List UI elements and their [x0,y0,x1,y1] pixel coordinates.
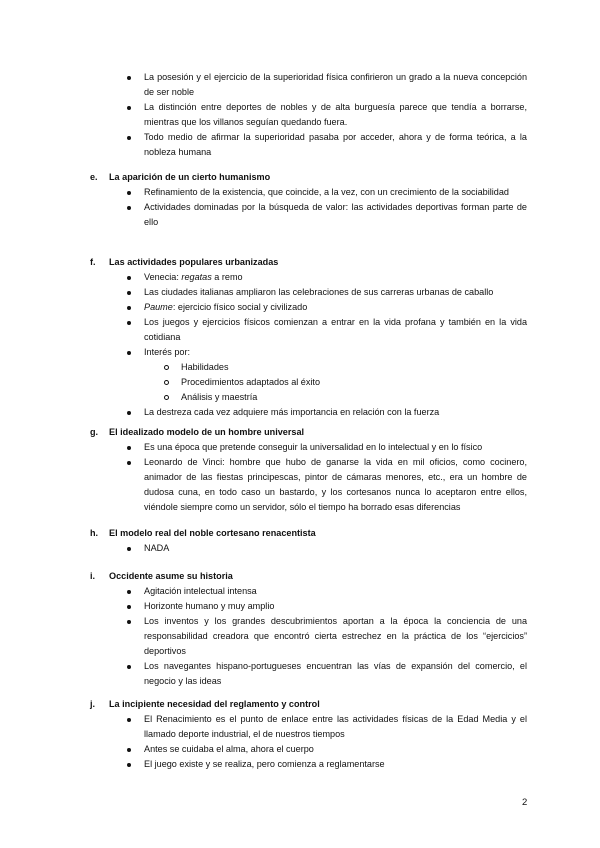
item-emphasis: regatas [181,272,212,282]
item-text: Venecia: [144,272,182,282]
section-letter: i. [90,571,96,581]
intro-bullet-list [127,70,527,160]
item-emphasis: Paume [144,302,173,312]
list-item: Leonardo de Vinci: hombre que hubo de ganarse la vida en mil oficios, como cocinero, animador de las fiestas principescas, pintor de cámaras menores, etc., era un hombre de dudosa cuna, en todo caso un bastardo, y los cortesanos nunca lo aceptaron entre ellos, viéndole siempre como un servidor, sólo el tiempo ha borrado esas diferencias [127,455,527,515]
bullet-list [127,270,527,420]
item-text: Interés por: [144,347,190,357]
list-item: Los navegantes hispano-portugueses encuentran las vías de expansión del comercio, el negocio y las ideas [127,659,527,689]
list-item: NADA [127,541,527,556]
bullet-list [127,712,527,772]
sub-list-item: Habilidades [164,360,527,375]
list-item: Agitación intelectual intensa [127,584,527,599]
list-item: Las ciudades italianas ampliaron las celebraciones de sus carreras urbanas de caballo [127,285,527,300]
section-letter: f. [90,257,96,267]
list-item: Los inventos y los grandes descubrimientos aportan a la época la conciencia de una responsabilidad creadora que encontró cierta estrechez en la práctica de los “ejercicios” deportivos [127,614,527,659]
page-number: 2 [522,797,528,808]
list-item: Los juegos y ejercicios físicos comienzan a entrar en la vida profana y también en la vida cotidiana [127,315,527,345]
section-title: La aparición de un cierto humanismo [109,172,271,182]
section-heading [90,425,540,440]
sub-list-item: Procedimientos adaptados al éxito [164,375,527,390]
section-heading [90,255,540,270]
section-letter: h. [90,528,99,538]
section-letter: g. [90,427,99,437]
section-g [90,425,540,515]
bullet-list [127,584,527,689]
list-item: Antes se cuidaba el alma, ahora el cuerpo [127,742,527,757]
section-title: La incipiente necesidad del reglamento y control [109,699,320,709]
section-title: El modelo real del noble cortesano renacentista [109,528,316,538]
list-item: Refinamiento de la existencia, que coincide, a la vez, con un crecimiento de la sociabilidad [127,185,527,200]
list-item: La distinción entre deportes de nobles y de alta burguesía parece que tendía a borrarse, mientras que los villanos seguían quedando fuera. [127,100,527,130]
bullet-list [127,440,527,515]
list-item: El juego existe y se realiza, pero comienza a reglamentarse [127,757,527,772]
list-item: Horizonte humano y muy amplio [127,599,527,614]
list-item: El Renacimiento es el punto de enlace entre las actividades físicas de la Edad Media y el llamado deporte industrial, el de nuestros tiempos [127,712,527,742]
section-heading [90,170,540,185]
section-title: Occidente asume su historia [109,571,233,581]
list-item: La destreza cada vez adquiere más importancia en relación con la fuerza [127,405,527,420]
item-text: a remo [211,272,243,282]
section-i [90,569,540,689]
section-heading [90,569,540,584]
list-item [127,300,527,315]
section-letter: e. [90,172,98,182]
sub-list-item: Análisis y maestría [164,390,527,405]
list-item: Es una época que pretende conseguir la universalidad en lo intelectual y en lo físico [127,440,527,455]
list-item [127,345,527,405]
section-heading [90,697,540,712]
section-letter: j. [90,699,96,709]
list-item [127,270,527,285]
section-heading [90,526,540,541]
section-f [90,255,540,420]
section-title: El idealizado modelo de un hombre universal [109,427,305,437]
section-e [90,170,540,230]
list-item: La posesión y el ejercicio de la superioridad física confirieron un grado a la nueva concepción de ser noble [127,70,527,100]
sub-list [144,360,527,405]
bullet-list [127,541,527,556]
list-item: Todo medio de afirmar la superioridad pasaba por acceder, ahora y de forma teórica, a la nobleza humana [127,130,527,160]
bullet-list [127,185,527,230]
list-item: Actividades dominadas por la búsqueda de valor: las actividades deportivas forman parte de ello [127,200,527,230]
section-j [90,697,540,772]
item-text: : ejercicio físico social y civilizado [172,302,308,312]
section-title: Las actividades populares urbanizadas [109,257,279,267]
section-h [90,526,540,556]
